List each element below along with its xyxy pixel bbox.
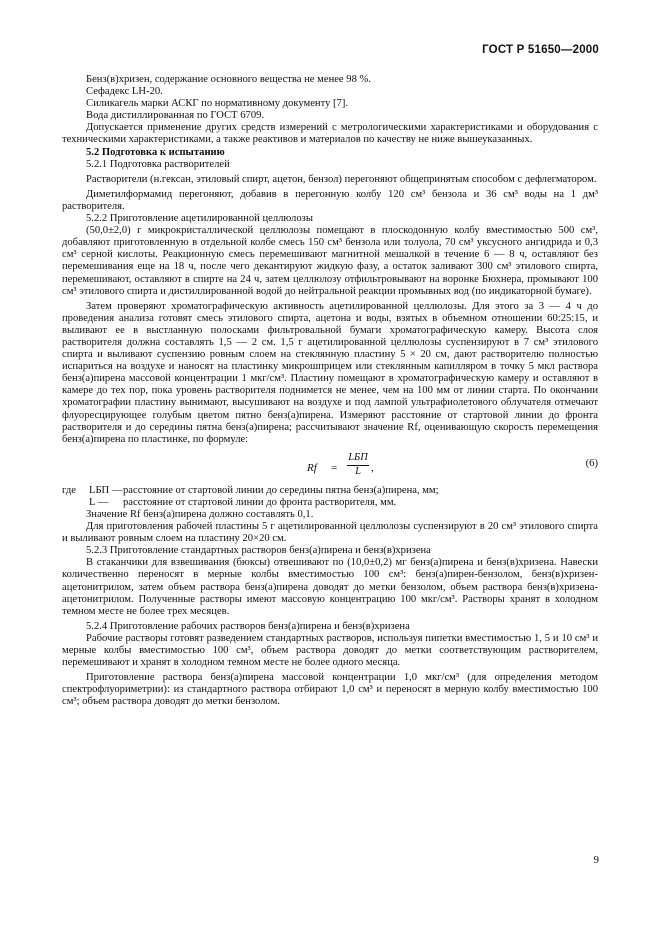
formula-denominator: L xyxy=(355,465,361,477)
subsection-heading: 5.2.4 Приготовление рабочих растворов бенз(а)пирена и бенз(в)хризена xyxy=(86,620,410,632)
subsection-heading: 5.2.2 Приготовление ацетилированной целлюлозы xyxy=(86,213,313,225)
document-header: ГОСТ Р 51650—2000 xyxy=(482,44,599,56)
formula-comma: , xyxy=(371,461,374,474)
where-line xyxy=(62,485,598,497)
where-definition: расстояние от стартовой линии до середины пятна бенз(а)пирена, мм; xyxy=(123,484,439,496)
formula-number: (6) xyxy=(585,457,598,469)
where-symbol: L — xyxy=(89,496,109,508)
paragraph: Рабочие растворы готовят разведением стандартных растворов, используя пипетки вместимостью 1, 5 и 10 см³ и мерные колбы вместимостью 100 см³, объем раствора доводят до метки соответствующим растворителем, перемешивают и хранят в холодном темном месте не более одного месяца. xyxy=(62,632,598,669)
where-label: где xyxy=(62,484,76,496)
paragraph: В стаканчики для взвешивания (бюксы) отвешивают по (10,0±0,2) мг бенз(а)пирена и бенз(в)хризена. Навески количественно переносят в мерные колбы вместимостью 100 см³: бенз(а)пирен-бензолом, бенз(в)хризен-ацетонитрилом, затем объем раствора бенз(а)пирена доводят до метки бензолом, объем раствора бенз(в)хризена-ацетонитрилом. Полученные растворы имеют массовую концентрацию 100 мкг/см³. Растворы хранят в холодном темном месте не более трех месяцев. xyxy=(62,557,598,617)
formula-equals: = xyxy=(331,461,338,474)
formula-fraction xyxy=(347,452,369,478)
paragraph: Затем проверяют хроматографическую активность ацетилированной целлюлозы. Для этого за 3 — 4 ч до проведения анализа готовят смесь этилового спирта, ацетона и воды, взятых в объемном отношении 60:25:15, и выливают ее в выстланную полосками фильтровальной бумаги хроматографическую камеру. Высота слоя растворителя должна составлять 1,5 — 2 см. 1,5 г ацетилированной целлюлозы суспензируют в 7 см³ этилового спирта и выливают суспензию ровным слоем на стеклянную пластину 5 × 20 см, дают растворителю полностью испариться на воздухе и наносят на пластинку микрошприцем или стеклянным капилляром в точку 5 мкл раствора бенз(а)пирена массовой концентрации 1 мкг/см³. Пластину помещают в хроматографическую камеру и оставляют в камере до тех пор, пока уровень растворителя поднимется не менее, чем на 100 мм от линии старта. По окончании хроматографии пластину вынимают, высушивают на воздухе и под лампой ультрафиолетового облучателя отмечают флуоресцирующее голубым цветом пятно бенз(а)пирена. Измеряют расстояние от стартовой линии до фронта растворителя и до середины пятна бенз(а)пирена; рассчитывают значение Rf, оценивающую скорость перемещения бенз(а)пирена по пластинке, по формуле: xyxy=(62,300,598,445)
formula-lhs: Rf xyxy=(307,461,317,474)
paragraph: Для приготовления рабочей пластины 5 г ацетилированной целлюлозы суспензируют в 20 см³ этилового спирта и выливают ровным слоем на пластину 20×20 см. xyxy=(62,521,598,545)
paragraph: Допускается применение других средств измерений с метрологическими характеристиками и оборудования с техническими характеристиками, а также реактивов и материалов по качеству не ниже вышеуказанных. xyxy=(62,122,598,146)
where-line xyxy=(62,497,598,509)
paragraph: (50,0±2,0) г микрокристаллической целлюлозы помещают в плоскодонную колбу вместимостью 500 см³, добавляют приготовленную в отдельной колбе смесь 150 см³ бензола или толуола, 70 см³ уксусного ангидрида и 0,3 см³ серной кислоты. Реакционную смесь перемешивают магнитной мешалкой в течение 6 — 8 ч, оставляют без перемешивания еще на 18 ч, после чего декантируют жидкую фазу, а остаток заливают 300 см³ этилового спирта, перемешивают, оставляют в спирте на 24 ч, затем целлюлозу отфильтровывают на воронке Бюхнера, промывают 100 см³ этилового спирта и дистиллированной водой до нейтральной реакции промывных вод (по индикаторной бумаге). xyxy=(62,225,598,297)
section-heading: 5.2 Подготовка к испытанию xyxy=(86,146,225,158)
formula-block xyxy=(62,449,598,483)
paragraph: Приготовление раствора бенз(а)пирена массовой концентрации 1,0 мкг/см³ (для определения методом спектрофлуориметрии): из стандартного раствора отбирают 1,0 см³ и переносят в мерную колбу вместимостью 100 см³; объем раствора доводят до метки бензолом. xyxy=(62,672,598,708)
paragraph: Бенз(в)хризен, содержание основного вещества не менее 98 %. xyxy=(86,74,372,85)
paragraph: Растворители (н.гексан, этиловый спирт, ацетон, бензол) перегоняют общепринятым способом с дефлегматором. xyxy=(86,173,597,185)
document-body xyxy=(62,74,598,709)
subsection-heading: 5.2.1 Подготовка растворителей xyxy=(86,158,230,170)
formula-numerator: LБП xyxy=(347,452,369,466)
page-number: 9 xyxy=(593,854,599,866)
paragraph: Значение Rf бенз(а)пирена должно составлять 0,1. xyxy=(86,509,314,520)
paragraph: Вода дистиллированная по ГОСТ 6709. xyxy=(86,110,265,122)
subsection-heading: 5.2.3 Приготовление стандартных растворов бенз(а)пирена и бенз(в)хризена xyxy=(86,545,431,557)
where-symbol: LБП — xyxy=(89,484,123,496)
paragraph: Силикагель марки АСКГ по нормативному документу [7]. xyxy=(86,98,349,110)
paragraph: Сефадекс LH-20. xyxy=(86,86,163,98)
paragraph: Диметилформамид перегоняют, добавив в перегонную колбу 120 см³ бензола и 36 см³ воды на 1 дм³ растворителя. xyxy=(62,188,598,212)
where-definition: расстояние от стартовой линии до фронта растворителя, мм. xyxy=(123,496,397,508)
